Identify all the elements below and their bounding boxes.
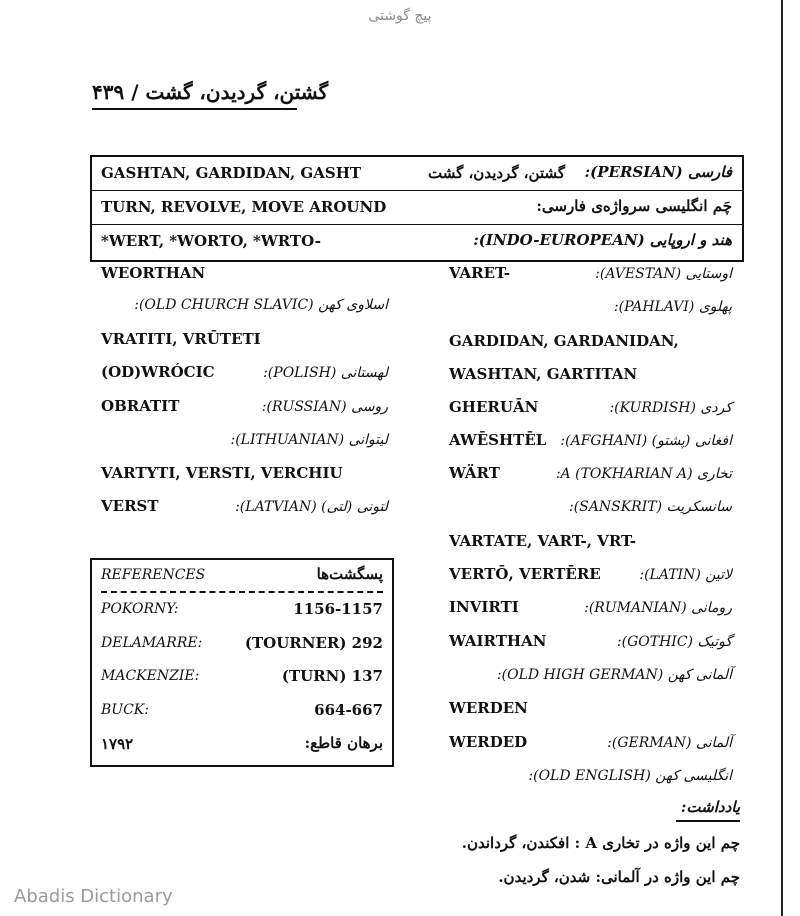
avestan-word: VARET-	[449, 264, 510, 282]
references-divider	[101, 591, 383, 593]
page-heading-underline	[92, 108, 297, 110]
ref-name-pokorny: POKORNY:	[101, 601, 179, 617]
persian-row	[92, 157, 742, 191]
ref-value-delamarre: (TOURNER) 292	[244, 634, 383, 652]
latvian-label: لتونی (لتی) (LATVIAN):	[235, 499, 388, 515]
pahlavi-words-line1: GARDIDAN, GARDANIDAN,	[449, 332, 679, 350]
german-label: آلمانی (GERMAN):	[607, 735, 732, 751]
weorthan-word: WEORTHAN	[101, 264, 206, 282]
ref-value-pokorny: 1156-1157	[293, 600, 383, 618]
persian-label: فارسی (PERSIAN):	[584, 163, 732, 181]
russian-word: OBRATIT	[101, 397, 180, 415]
afghani-word: AWĒSHTĒL	[449, 431, 547, 449]
latvian-word: VERST	[101, 497, 159, 515]
polish-label: لهستانی (POLISH):	[263, 365, 388, 381]
indo-european-roots: *WERT, *WORTO, *WRTO-	[101, 232, 321, 250]
notes-title: یادداشت:	[680, 798, 740, 816]
old-high-german-word: WERDEN	[449, 699, 528, 717]
ref-value-buck: 664-667	[314, 701, 383, 719]
sanskrit-words: VARTATE, VART-, VRT-	[449, 532, 636, 550]
page-heading: گشتن، گردیدن، گشت / ۴۳۹	[92, 80, 329, 104]
main-entry-box	[90, 155, 744, 262]
notes-title-underline	[676, 820, 740, 822]
tokharian-word: WÄRT	[449, 464, 500, 482]
ref-name-delamarre: DELAMARRE:	[101, 635, 203, 651]
page-top-title: پیچ گوشتی	[368, 8, 432, 24]
old-english-label: انگلیسی کهن (OLD ENGLISH):	[528, 768, 732, 784]
sanskrit-label: سانسکریت (SANSKRIT):	[568, 499, 732, 515]
ref-name-borhan: برهان قاطع:	[304, 734, 383, 752]
kurdish-label: کردی (KURDISH):	[609, 400, 732, 416]
english-meaning: TURN, REVOLVE, MOVE AROUND	[101, 198, 387, 216]
latin-label: لاتین (LATIN):	[639, 567, 732, 583]
old-church-slavic-words: VRATITI, VRŪTETI	[101, 330, 261, 348]
kurdish-word: GHERUĀN	[449, 398, 539, 416]
references-header-en: REFERENCES	[101, 567, 206, 583]
lithuanian-words: VARTYTI, VERSTI, VERCHIU	[101, 464, 343, 482]
right-margin-rule	[781, 0, 783, 916]
persian-transliteration: GASHTAN, GARDIDAN, GASHT	[101, 164, 362, 182]
pahlavi-words-line2: WASHTAN, GARTITAN	[449, 365, 638, 383]
gothic-label: گوتیک (GOTHIC):	[616, 634, 732, 650]
persian-word: گشتن، گردیدن، گشت	[427, 164, 565, 182]
note-line-1: چم این واژه در تخاری A : افکندن، گرداندن.	[461, 834, 740, 852]
note-line-2: چم این واژه در آلمانی: شدن، گردیدن.	[498, 868, 740, 886]
indo-european-row	[92, 225, 742, 258]
lithuanian-label: لیتوانی (LITHUANIAN):	[230, 432, 388, 448]
old-high-german-label: آلمانی کهن (OLD HIGH GERMAN):	[496, 667, 732, 683]
gothic-word: WAIRTHAN	[449, 632, 547, 650]
ref-value-borhan: ۱۷۹۲	[101, 735, 134, 753]
old-church-slavic-label: اسلاوی کهن (OLD CHURCH SLAVIC):	[134, 297, 388, 313]
tokharian-label: تخاری A (TOKHARIAN A):	[555, 466, 732, 482]
english-meaning-row	[92, 191, 742, 225]
russian-label: روسی (RUSSIAN):	[261, 399, 388, 415]
polish-word: (OD)WRÓCIC	[101, 363, 215, 381]
english-meaning-label: چَم انگلیسی سرواژه‌ی فارسی:	[536, 197, 732, 215]
pahlavi-label: پهلوی (PAHLAVI):	[613, 299, 732, 315]
ref-name-buck: BUCK:	[101, 702, 149, 718]
watermark: Abadis Dictionary	[14, 886, 173, 907]
afghani-label: افغانی (پشتو) (AFGHANI):	[560, 433, 732, 449]
ref-value-mackenzie: (TURN) 137	[281, 667, 383, 685]
ref-name-mackenzie: MACKENZIE:	[101, 668, 200, 684]
german-word: WERDED	[449, 733, 528, 751]
avestan-label: اوستایی (AVESTAN):	[595, 266, 732, 282]
indo-european-label: هند و اروپایی (INDO-EUROPEAN):	[473, 231, 732, 249]
rumanian-label: رومانی (RUMANIAN):	[584, 600, 732, 616]
references-box	[90, 558, 394, 767]
latin-word: VERTŌ, VERTĒRE	[449, 565, 601, 583]
references-header-fa: پسگشت‌ها	[316, 565, 383, 583]
rumanian-word: INVIRTI	[449, 598, 519, 616]
